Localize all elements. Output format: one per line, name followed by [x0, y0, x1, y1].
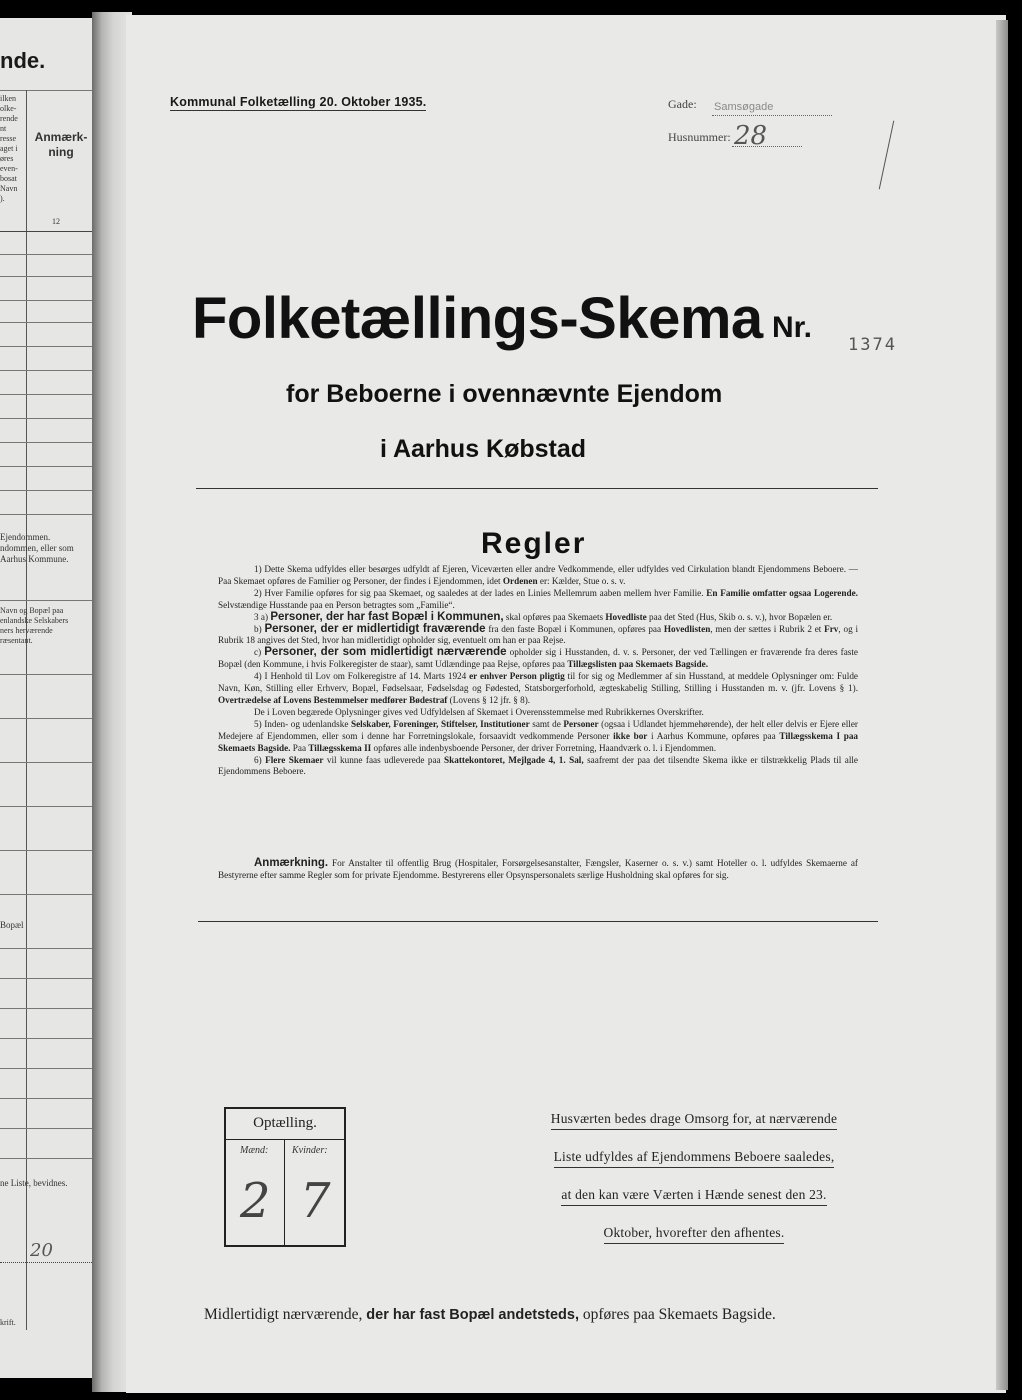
left-page-rule — [0, 718, 92, 719]
census-header: Kommunal Folketælling 20. Oktober 1935. — [170, 95, 427, 109]
anmaerkning-text: For Anstalter til offentlig Brug (Hospitaler, Forsørgelsesanstalter, Fængsler, Kaserner o. s. v.) samt Hoteller o. l. udfyldes Skemaerne af Bestyrerne efter samme Regler som for private Ejendomme. Bestyrerens eller Opsynspersonalets særlige Husholdning skal opføres for sig. — [218, 858, 858, 880]
left-page-column-number: 12 — [52, 217, 60, 226]
left-page-rule — [0, 894, 92, 895]
left-page-rule — [0, 490, 92, 491]
left-page-rule — [0, 674, 92, 675]
left-page-column-header: Anmærk- ning — [34, 130, 88, 159]
left-page-rule — [0, 466, 92, 467]
gade-label: Gade: — [668, 97, 697, 111]
form-number-label: Nr. — [772, 311, 813, 344]
form-title: Folketællings-Skema — [192, 286, 763, 351]
left-page-rule — [0, 1098, 92, 1099]
kvinder-label: Kvinder: — [292, 1145, 328, 1156]
left-page-rule — [0, 762, 92, 763]
left-page-rule — [0, 442, 92, 443]
form-subtitle: for Beboerne i ovennævnte Ejendom — [286, 380, 723, 408]
left-page-rule — [0, 346, 92, 347]
gade-value: Samsøgade — [714, 101, 774, 113]
form-subtitle-location: i Aarhus Købstad — [380, 435, 587, 463]
left-page-rule — [0, 1068, 92, 1069]
rule-1: 1) Dette Skema udfyldes eller besørges udfyldt af Ejeren, Viceværten eller andre Vedkommende, eller udfyldes ved Cirkulation blandt Ejendommens Beboere. — Paa Skemaet opføres de Familier og Personer, der findes i Ejendommen, idet Ordenen er: Kælder, Stue o. s. v. — [218, 564, 858, 586]
left-page-rule — [0, 418, 92, 419]
notice-line: Oktober, hvorefter den afhentes. — [604, 1225, 785, 1244]
page-edge — [996, 20, 1008, 1390]
left-page-rule — [0, 254, 92, 255]
left-page-note: krift. — [0, 1318, 16, 1327]
left-page-rule — [0, 1158, 92, 1159]
left-page-column-text: ilken olke- rende nt resse aget i øres even- bosat Navn ). — [0, 94, 18, 203]
form-number-stamp: 1374 — [848, 335, 897, 355]
rules-text — [218, 564, 858, 778]
left-page-note: Navn og Bopæl paa enlandske Selskabers ners herværende ræsentant. — [0, 606, 69, 645]
maend-count: 2 — [240, 1173, 271, 1229]
left-page-rule — [0, 90, 92, 91]
left-page-rule — [0, 948, 92, 949]
left-page-note: Bopæl — [0, 920, 24, 930]
census-form-page — [126, 15, 1006, 1393]
left-page-handwritten-note: 20 — [30, 1240, 53, 1261]
left-page-rule — [0, 322, 92, 323]
optaelling-rule — [226, 1139, 344, 1140]
left-page-rule — [0, 370, 92, 371]
maend-label: Mænd: — [240, 1145, 269, 1156]
left-page-signature-line — [0, 1262, 92, 1264]
anmaerkning-note — [218, 857, 858, 881]
left-page-rule — [0, 1008, 92, 1009]
rule-4-note: De i Loven begærede Oplysninger gives ved Udfyldelsen af Skemaet i Overensstemmelse med Rubrikkernes Overskrifter. — [254, 706, 704, 717]
notice-line: at den kan være Værten i Hænde senest den 23. — [561, 1187, 826, 1206]
gade-line — [712, 115, 832, 116]
left-page-rule — [0, 1038, 92, 1039]
divider-rule — [196, 488, 878, 489]
rule-4: 4) I Henhold til Lov om Folkeregistre af 14. Marts 1924 er enhver Person pligtig til for sig og Medlemmer af sin Husstand, at meddele Oplysninger om: Fulde Navn, Køn, Stilling eller Erhverv, Bopæl, Fødselsaar, Fødselsdag og Fødested, Statsborgerforhold, ægteskabelig Stilling, Stilling i Husstanden m. v. (jfr. Lovens § 1). Overtrædelse af Lovens Bestemmelser medfører Bødestraf (Lovens § 12 jfr. § 8). — [218, 671, 858, 705]
rule-5: 5) Inden- og udenlandske Selskaber, Foreninger, Stiftelser, Institutioner samt de Personer (ogsaa i Udlandet hjemmehørende), der helt eller delvis er Ejere eller Medejere af Ejendommen, eller som i denne har Forretningslokale, forsaavidt vedkommende Personer ikke bor i Aarhus Kommune, opføres paa Tillægsskema I paa Skemaets Bagside. Paa Tillægsskema II opføres alle indenbysboende Personer, der driver Forretning, Haandværk o. l. i Ejendommen. — [218, 718, 859, 753]
left-page-rule — [0, 978, 92, 979]
notice-line: Husværten bedes drage Omsorg for, at nærværende — [551, 1111, 837, 1130]
notice-line: Liste udfyldes af Ejendommens Beboere saaledes, — [554, 1149, 835, 1168]
left-page-rule — [0, 276, 92, 277]
left-page-rule — [0, 600, 92, 601]
left-page-rule — [0, 514, 92, 515]
left-page-rule — [0, 806, 92, 807]
husnummer-label: Husnummer: — [668, 130, 731, 144]
left-facing-page — [0, 18, 93, 1378]
left-page-heading: nde. — [0, 48, 46, 73]
left-page-note: Ejendommen. ndommen, eller som Aarhus Kommune. — [0, 532, 74, 564]
footer-instruction: Midlertidigt nærværende, der har fast Bopæl andetsteds, opføres paa Skemaets Bagside. — [204, 1306, 776, 1323]
rules-heading: Regler — [481, 527, 587, 560]
rule-6: 6) Flere Skemaer vil kunne faas udleverede paa Skattekontoret, Mejlgade 4, 1. Sal, saafremt der paa det tilsendte Skema ikke er tilstrækkelig Plads til alle Ejendommens Beboere. — [218, 754, 859, 777]
optaelling-box — [224, 1107, 346, 1247]
husnummer-value: 28 — [734, 121, 768, 151]
left-page-rule — [0, 850, 92, 851]
divider-rule — [198, 921, 878, 922]
margin-pencil-mark — [879, 121, 895, 190]
anmaerkning-label: Anmærkning. — [254, 857, 329, 869]
optaelling-title: Optælling. — [253, 1115, 317, 1131]
left-page-note: ne Liste, bevidnes. — [0, 1178, 68, 1188]
kvinder-count: 7 — [300, 1173, 331, 1229]
rule-3c: c) Personer, der som midlertidigt nærværende opholder sig i Husstanden, d. v. s. Personer, der ved Tællingen er fraværende fra deres faste Bopæl (den Kommune, i hvis Folkeregister de staar), samt Udlændinge paa Rejse, opføres paa Tillægslisten paa Skemaets Bagside. — [218, 646, 859, 670]
left-page-rule — [0, 394, 92, 395]
rule-3b: b) Personer, der er midlertidigt fraværende fra den faste Bopæl i Kommunen, opføres paa Hovedlisten, men der sættes i Rubrik 2 et Frv, og i Rubrik 18 angives det Sted, hvor han midlertidigt opholder sig, eventuelt om han er paa Rejse. — [218, 622, 858, 646]
left-page-rule — [0, 231, 92, 232]
landlord-notice — [524, 1111, 864, 1263]
left-page-rule — [0, 1128, 92, 1129]
optaelling-divider — [284, 1139, 285, 1245]
husnummer-line — [732, 146, 802, 147]
left-page-rule — [0, 300, 92, 301]
rule-2: 2) Hver Familie opføres for sig paa Skemaet, og saaledes at der lades en Linies Mellemrum aaben mellem hver Familie. En Familie omfatter ogsaa Logerende. Selvstændige Husstande paa en Person betragtes som „Familie“. — [218, 587, 858, 610]
rule-3a: 3 a) Personer, der har fast Bopæl i Kommunen, skal opføres paa Skemaets Hovedliste paa det Sted (Hus, Skib o. s. v.), hvor Bopælen er. — [254, 610, 833, 623]
